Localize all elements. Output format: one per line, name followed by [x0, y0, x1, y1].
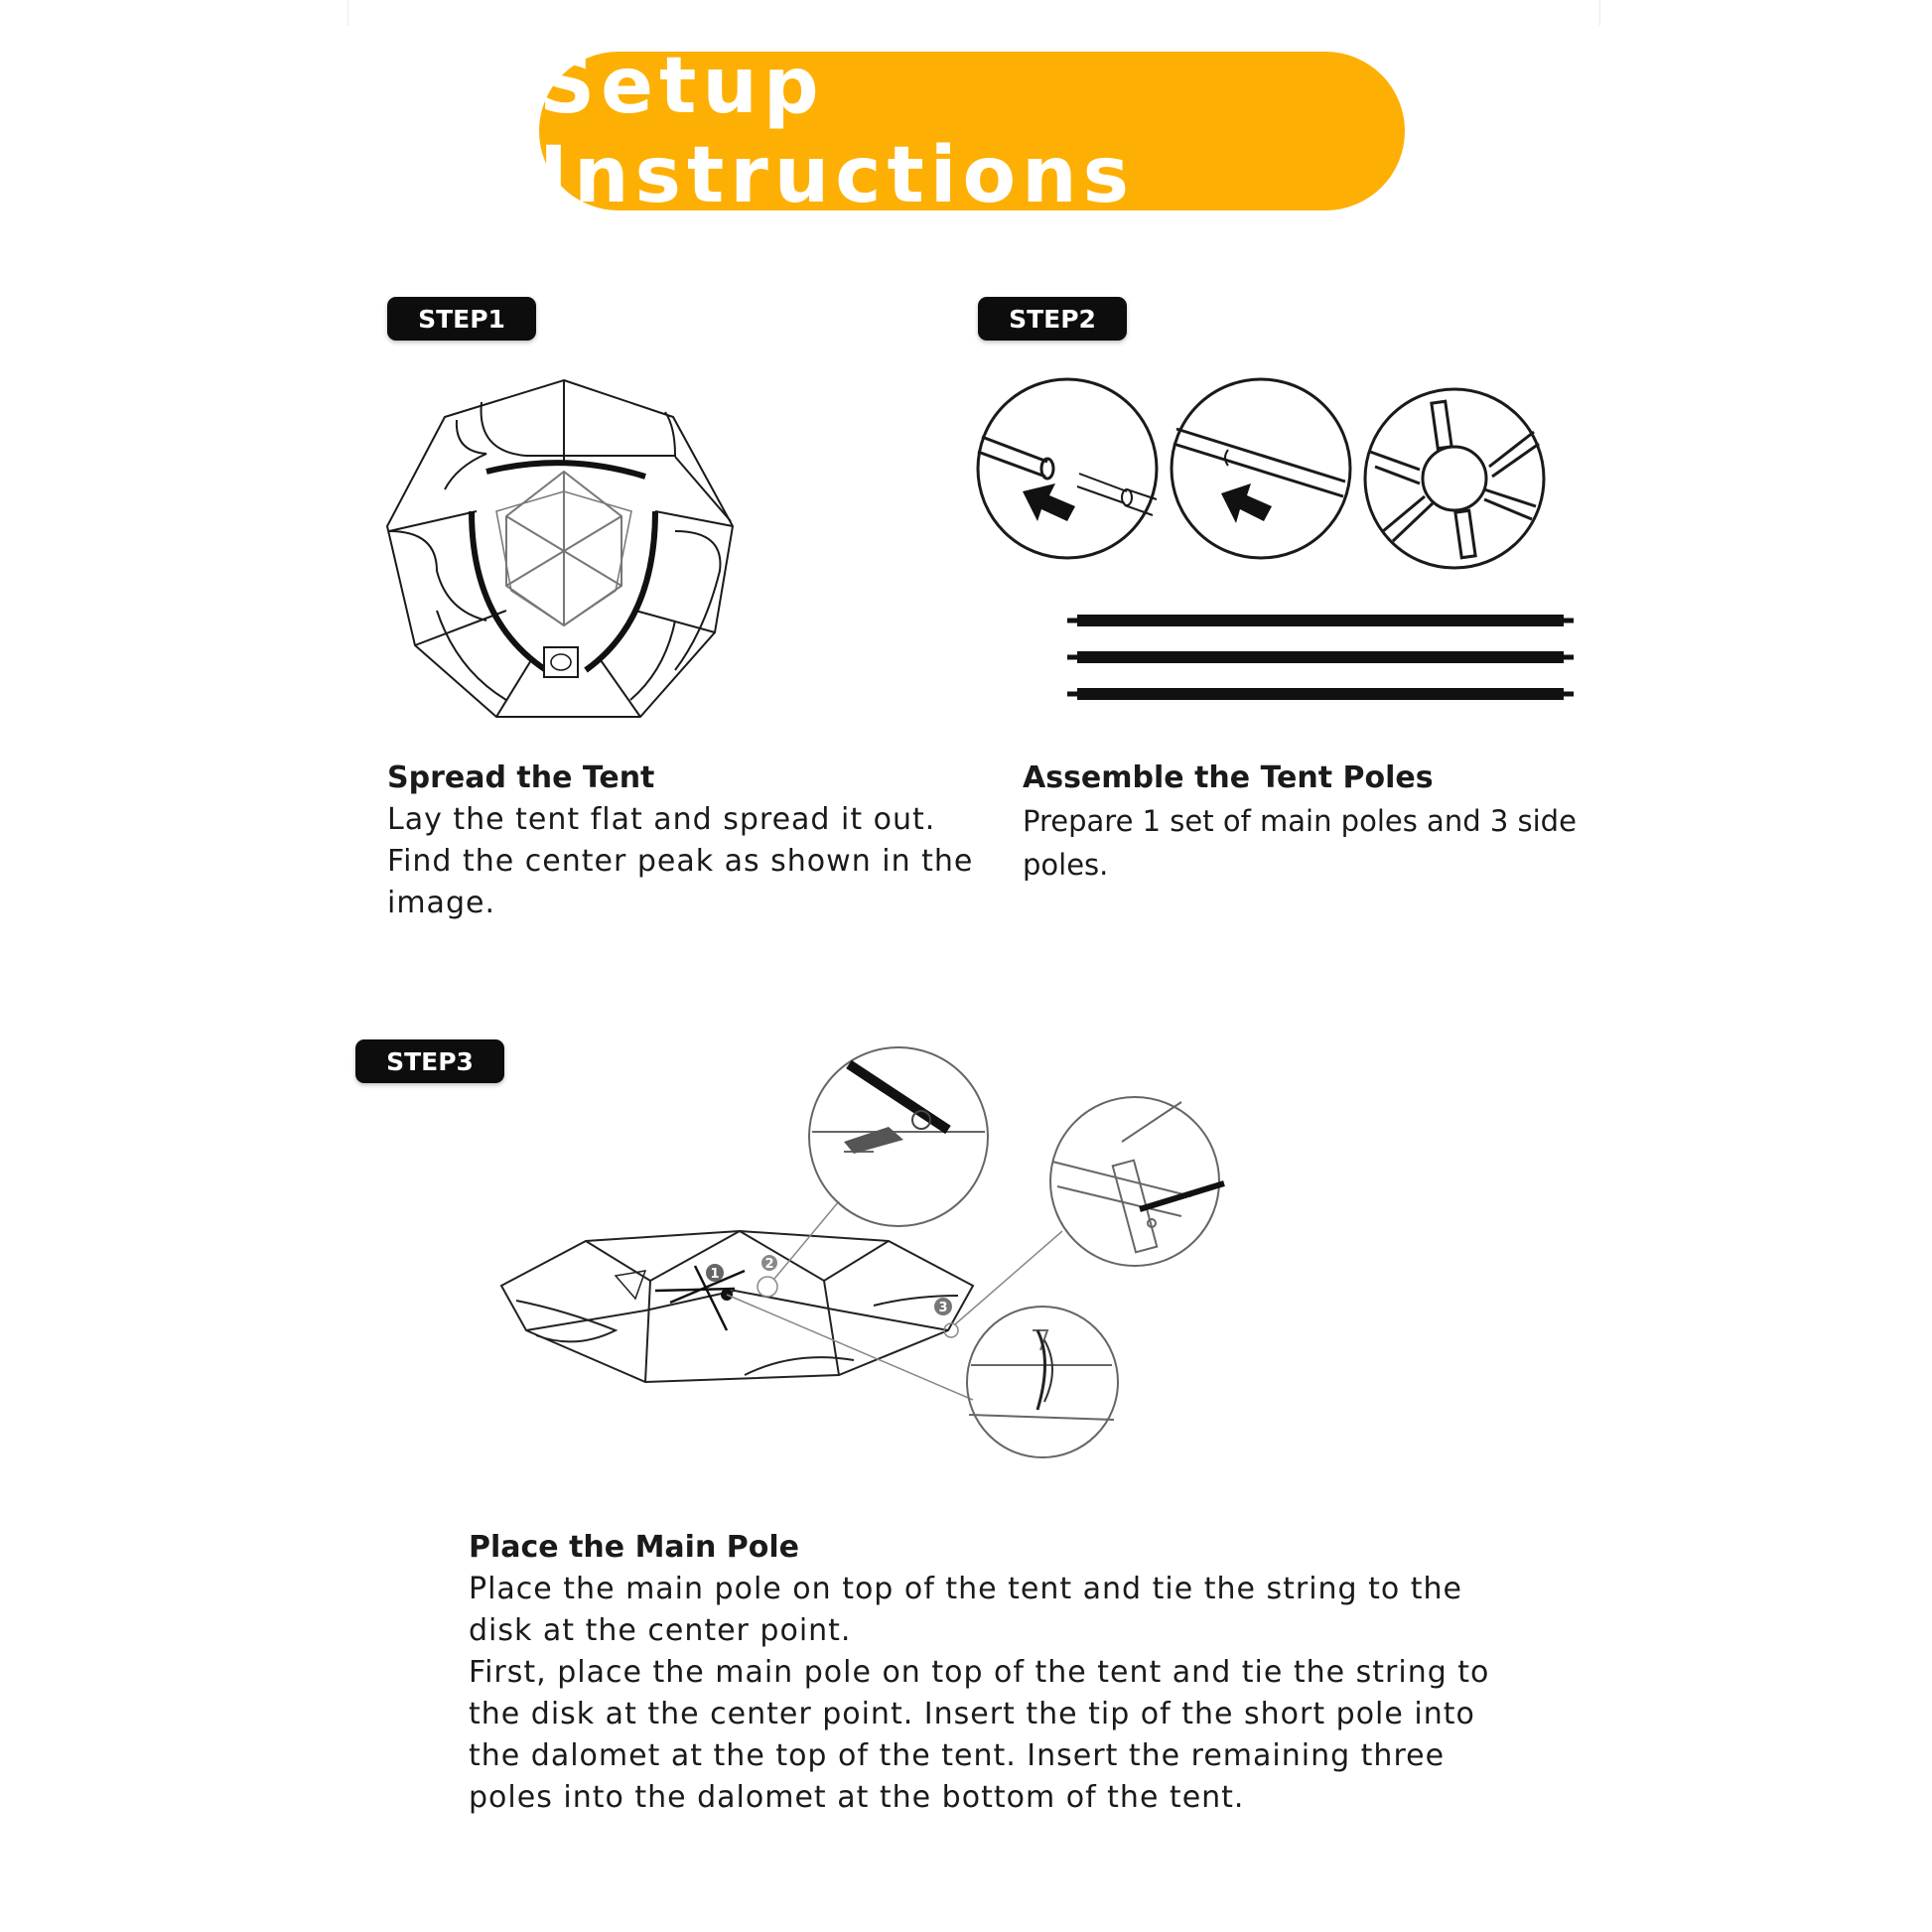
title-banner: [539, 42, 1405, 220]
page-title: Setup Instructions: [539, 42, 1136, 220]
step3-paragraph-2: First, place the main pole on top of the tent and tie the string to the disk at the center point. Insert the tip of the short pole into the dalomet at the top of the tent. Insert the remaining three poles into the dalomet at the bottom of the tent.: [469, 1655, 1490, 1815]
pole-assembly-illustration: [968, 372, 1584, 715]
pole-connector-detail-1: [978, 379, 1157, 558]
callout-3: 3: [938, 1301, 948, 1315]
pole-hub-detail: [1365, 389, 1544, 568]
main-pole-placement-illustration: [496, 1033, 1251, 1479]
page-frame: [347, 0, 1600, 26]
step3-text: [469, 1527, 1521, 1819]
step1-body: Lay the tent flat and spread it out. Find the center peak as shown in the image.: [387, 802, 974, 920]
callout-1: 1: [710, 1267, 720, 1282]
step2-body: Prepare 1 set of main poles and 3 side poles.: [1023, 804, 1577, 882]
step1-text: [387, 758, 983, 924]
step2-heading: Assemble the Tent Poles: [1023, 760, 1434, 795]
step2-text: [1023, 758, 1579, 887]
pole-strap-detail: [1050, 1097, 1219, 1266]
tent-flat-top-view-illustration: [377, 372, 745, 730]
step1-badge: STEP1: [387, 297, 536, 341]
side-poles: [1067, 621, 1574, 694]
step2-badge: STEP2: [978, 297, 1127, 341]
step3-heading: Place the Main Pole: [469, 1530, 799, 1565]
step3-paragraph-1: Place the main pole on top of the tent and tie the string to the disk at the center point.: [469, 1572, 1463, 1648]
pole-connector-detail-2: [1172, 379, 1350, 558]
callout-2: 2: [764, 1257, 774, 1272]
step3-badge: STEP3: [355, 1039, 504, 1083]
step1-heading: Spread the Tent: [387, 760, 655, 795]
